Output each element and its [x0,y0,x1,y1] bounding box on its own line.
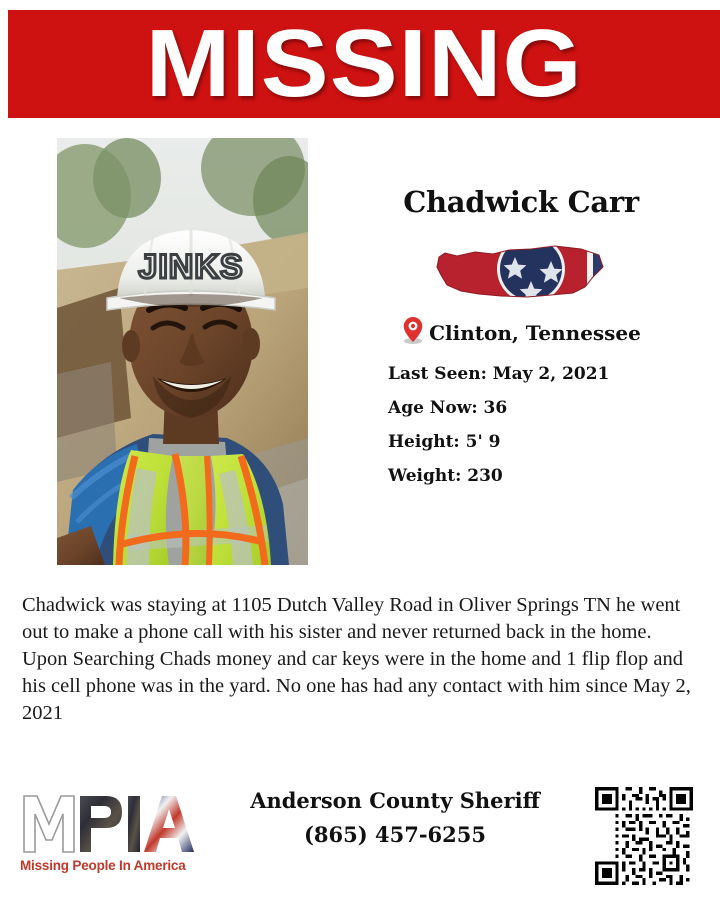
fact-last-seen: Last Seen: May 2, 2021 [388,364,610,384]
mpia-tagline: Missing People In America [20,858,186,873]
location-label: Clinton, Tennessee [429,320,641,345]
banner-title: MISSING [145,10,583,117]
agency-name: Anderson County Sheriff [250,788,540,813]
page-title: Chadwick Carr [403,185,639,219]
qr-code-icon[interactable] [595,787,693,885]
case-narrative: Chadwick was staying at 1105 Dutch Valley Road in Oliver Springs TN he went out to make a phone call with his sister and never returned back in the home. Upon Searching Chads money and car keys were in the home and 1 flip flop and his cell phone was in the yard. No one has had any contact with him since May 2, 2021 [22,594,691,725]
person-facts-list [330,364,712,486]
fact-height: Height: 5' 9 [388,432,501,452]
mpia-logo [20,790,200,873]
fact-age-now: Age Now: 36 [388,398,508,418]
missing-person-photo [57,138,308,565]
agency-phone[interactable]: (865) 457-6255 [303,822,487,847]
person-details-panel [330,185,712,500]
svg-text:JINKS: JINKS [138,248,244,286]
location-row [330,315,712,350]
missing-banner [8,10,720,118]
tennessee-state-icon [330,237,712,307]
map-pin-icon [401,315,425,350]
fact-weight: Weight: 230 [388,466,503,486]
agency-contact-block [210,788,580,847]
